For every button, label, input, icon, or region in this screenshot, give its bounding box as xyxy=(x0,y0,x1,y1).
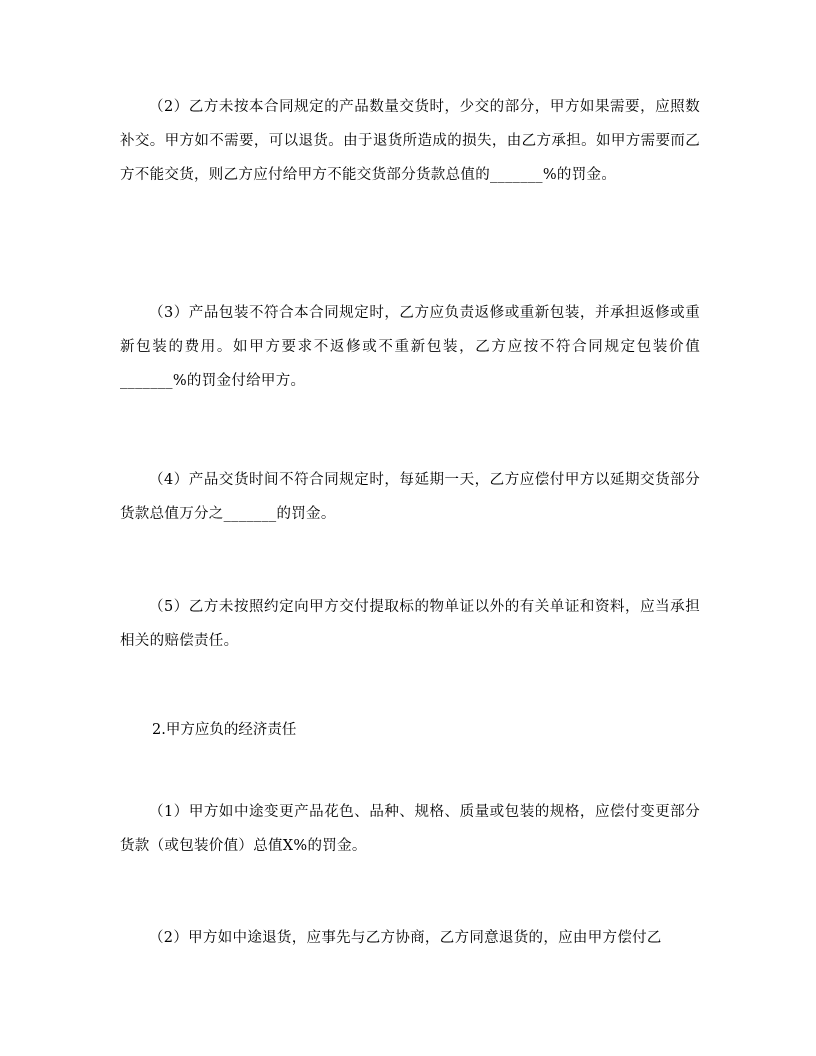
clause-paragraph: （2）乙方未按本合同规定的产品数量交货时，少交的部分，甲方如果需要，应照数补交。甲方如不需要，可以退货。由于退货所造成的损失，由乙方承担。如甲方需要而乙方不能交货，则乙方应付给甲方不能交货部分货款总值的_______%的罚金。 xyxy=(120,99,700,183)
section-heading: 2.甲方应负的经济责任 xyxy=(152,722,297,738)
clause-paragraph: （3）产品包装不符合本合同规定时，乙方应负责返修或重新包装，并承担返修或重新包装的费用。如甲方要求不返修或不重新包装，乙方应按不符合同规定包装价值_______%的罚金付给甲方。 xyxy=(120,305,700,389)
clause-paragraph: （1）甲方如中途变更产品花色、品种、规格、质量或包装的规格，应偿付变更部分货款（或包装价值）总值X%的罚金。 xyxy=(120,804,700,854)
clause-paragraph: （2）甲方如中途退货，应事先与乙方协商，乙方同意退货的，应由甲方偿付乙 xyxy=(149,930,662,946)
clause-paragraph: （4）产品交货时间不符合同规定时，每延期一天，乙方应偿付甲方以延期交货部分货款总值万分之_______的罚金。 xyxy=(120,472,700,522)
clause-paragraph: （5）乙方未按照约定向甲方交付提取标的物单证以外的有关单证和资料，应当承担相关的赔偿责任。 xyxy=(120,599,700,649)
